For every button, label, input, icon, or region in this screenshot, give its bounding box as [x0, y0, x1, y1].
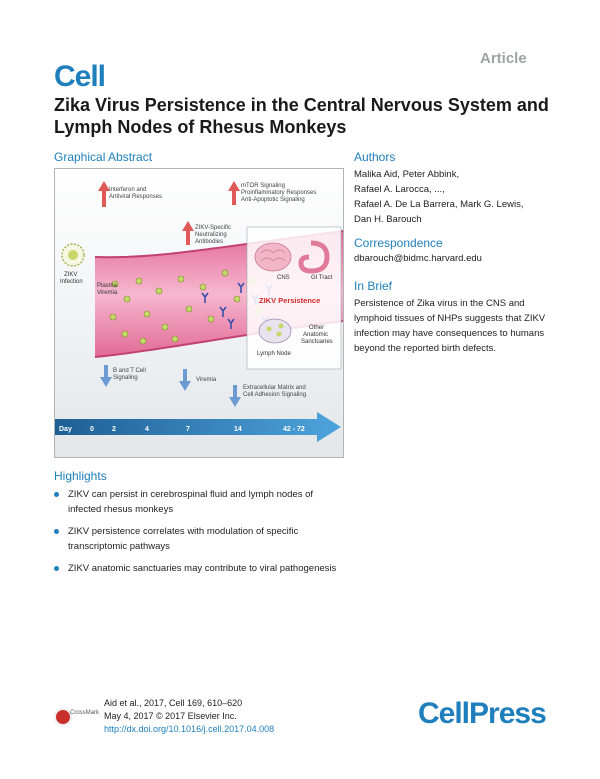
timeline-tick: 7 — [186, 426, 190, 433]
citation-line: Aid et al., 2017, Cell 169, 610–620 — [104, 698, 243, 708]
label-ecm-2: Cell Adhesion Signaling — [243, 392, 307, 398]
label-lymph-node: Lymph Node — [257, 351, 291, 357]
highlight-text: ZIKV anatomic sanctuaries may contribute to viral pathogenesis — [68, 563, 337, 574]
zikv-virion-icon — [62, 244, 84, 266]
label-bt-1: B and T Cell — [113, 368, 146, 374]
label-other-2: Anatomic — [303, 332, 329, 338]
bullet-icon — [54, 492, 59, 497]
label-zikv-persistence: ZIKV Persistence — [259, 296, 321, 305]
label-mtor-2: Proinflammatory Responses — [241, 190, 317, 196]
lymph-node-icon — [259, 319, 291, 343]
label-gi: GI Tract — [311, 275, 333, 281]
timeline-tick: 2 — [112, 426, 116, 433]
citation-date: May 4, 2017 © 2017 Elsevier Inc. — [104, 711, 237, 721]
label-interferon-1: Interferon and — [109, 187, 147, 193]
label-interferon-2: Antiviral Responses — [109, 194, 163, 200]
bullet-icon — [54, 566, 59, 571]
in-brief-heading: In Brief — [354, 279, 393, 293]
graphical-abstract-figure — [54, 168, 344, 458]
label-bt-2: Signaling — [113, 375, 138, 381]
label-zikv-2: Infection — [60, 279, 83, 285]
label-other-1: Other — [309, 325, 325, 331]
bullet-icon — [54, 529, 59, 534]
highlights-heading: Highlights — [54, 469, 107, 483]
correspondence-heading: Correspondence — [354, 236, 443, 250]
label-mtor-3: Anti-Apoptotic Signaling — [241, 197, 305, 203]
crossmark-label: CrossMark — [70, 710, 100, 716]
article-title: Zika Virus Persistence in the Central Nervous System and Lymph Nodes of Rhesus Monkeys — [54, 95, 549, 137]
label-plasma-2: Viremia — [97, 290, 118, 296]
timeline-tick: 4 — [145, 426, 149, 433]
label-antibodies-2: Neutralizing — [195, 232, 227, 238]
author-line: Rafael A. Larocca, ..., — [354, 184, 445, 195]
journal-logo: Cell — [54, 60, 106, 93]
graphical-abstract-heading: Graphical Abstract — [54, 150, 153, 164]
highlights-list — [54, 487, 344, 583]
label-antibodies-1: ZIKV-Specific — [195, 225, 232, 231]
authors-heading: Authors — [354, 150, 396, 164]
highlight-text: ZIKV persistence correlates with modulation of specific transcriptomic pathways — [68, 526, 299, 552]
label-cns: CNS — [277, 275, 290, 281]
label-other-3: Sanctuaries — [301, 339, 333, 345]
label-viremia: Viremia — [196, 377, 217, 383]
label-plasma-1: Plasma — [97, 283, 118, 289]
label-antibodies-3: Antibodies — [195, 239, 224, 245]
highlight-text: ZIKV can persist in cerebrospinal fluid and lymph nodes of infected rhesus monkeys — [68, 489, 314, 515]
timeline-tick: 0 — [90, 426, 94, 433]
highlight-item — [54, 487, 344, 517]
timeline-label: Day — [59, 426, 72, 433]
highlight-item — [54, 561, 344, 576]
authors-list — [354, 167, 554, 227]
label-mtor-1: mTOR Signaling — [241, 183, 285, 189]
in-brief-text: Persistence of Zika virus in the CNS and lymphoid tissues of NHPs suggests that ZIKV infection may have consequences to humans beyond the reported birth defects. — [354, 298, 546, 354]
label-zikv-1: ZIKV — [64, 272, 78, 278]
brain-icon — [255, 243, 291, 271]
timeline-tick: 14 — [234, 426, 242, 433]
highlight-item — [54, 524, 344, 554]
label-ecm-1: Extracellular Matrix and — [243, 385, 306, 391]
timeline-tick: 42 - 72 — [283, 426, 305, 433]
graphical-abstract-svg — [55, 169, 343, 457]
publisher-logo: CellPress — [418, 697, 546, 730]
correspondence-email[interactable]: dbarouch@bidmc.harvard.edu — [354, 253, 482, 264]
author-line: Dan H. Barouch — [354, 214, 422, 225]
citation-block — [104, 697, 274, 736]
doi-link[interactable]: http://dx.doi.org/10.1016/j.cell.2017.04.008 — [104, 724, 275, 734]
author-line: Rafael A. De La Barrera, Mark G. Lewis, — [354, 199, 524, 210]
author-line: Malika Aid, Peter Abbink, — [354, 169, 460, 180]
article-type-label: Article — [480, 50, 527, 67]
